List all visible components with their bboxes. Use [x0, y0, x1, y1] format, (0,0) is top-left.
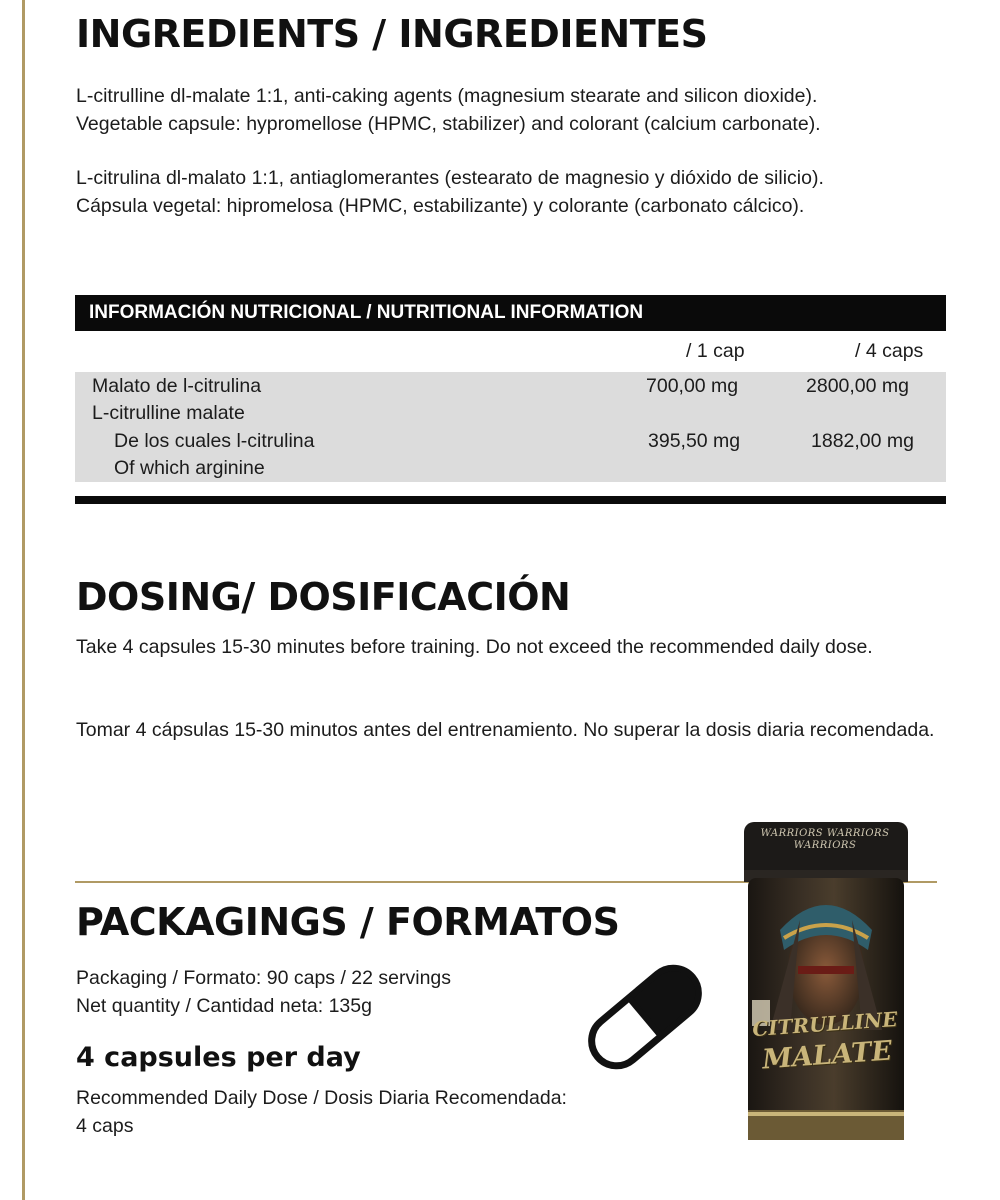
jar-band-text: WARRIORS WARRIORS WARRIORS [760, 828, 890, 851]
row1-name-en: L-citrulline malate [92, 402, 245, 424]
capsules-per-day-title: 4 capsules per day [76, 1042, 361, 1073]
dosing-en: Take 4 capsules 15-30 minutes before training. Do not exceed the recommended daily dose. [76, 636, 873, 658]
packaging-line2: Net quantity / Cantidad neta: 135g [76, 995, 372, 1017]
nutrition-bottom-rule [75, 496, 946, 504]
rdd-line2: 4 caps [76, 1115, 134, 1137]
col-head-1cap: / 1 cap [686, 340, 745, 362]
nutrition-header: INFORMACIÓN NUTRICIONAL / NUTRITIONAL INFORMATION [75, 295, 946, 331]
jar-logo-line2: MALATE [761, 1035, 893, 1076]
rdd-line1: Recommended Daily Dose / Dosis Diaria Recomendada: [76, 1087, 567, 1109]
ingredients-en-line2: Vegetable capsule: hypromellose (HPMC, stabilizer) and colorant (calcium carbonate). [76, 113, 821, 135]
row2-name-en: Of which arginine [114, 457, 265, 479]
left-gold-rule [22, 0, 25, 1200]
row2-per-cap: 395,50 mg [648, 430, 741, 452]
jar-logo [750, 1003, 902, 1077]
dosing-title: DOSING/ DOSIFICACIÓN [76, 575, 571, 619]
col-head-4caps: / 4 caps [855, 340, 924, 362]
dosing-es: Tomar 4 cápsulas 15-30 minutos antes del entrenamiento. No superar la dosis diaria recomendada. [76, 719, 935, 741]
packaging-title: PACKAGINGS / FORMATOS [76, 900, 620, 944]
ingredients-es-line1: L-citrulina dl-malato 1:1, antiaglomerantes (estearato de magnesio y dióxido de silicio). [76, 167, 824, 189]
capsule-icon [570, 955, 720, 1080]
row1-per-cap: 700,00 mg [646, 375, 739, 397]
row1-per-4caps: 2800,00 mg [806, 375, 909, 397]
ingredients-en-line1: L-citrulline dl-malate 1:1, anti-caking agents (magnesium stearate and silicon dioxide). [76, 85, 818, 107]
row2-per-4caps: 1882,00 mg [811, 430, 914, 452]
packaging-line1: Packaging / Formato: 90 caps / 22 servings [76, 967, 452, 989]
ingredients-title: INGREDIENTS / INGREDIENTES [76, 12, 708, 56]
jar-logo-line1: CITRULLINE [751, 1007, 899, 1042]
ingredients-es-line2: Cápsula vegetal: hipromelosa (HPMC, estabilizante) y colorante (carbonato cálcico). [76, 195, 805, 217]
row1-name-es: Malato de l-citrulina [92, 375, 262, 397]
row2-name-es: De los cuales l-citrulina [114, 430, 315, 452]
product-jar-image [740, 820, 912, 1150]
